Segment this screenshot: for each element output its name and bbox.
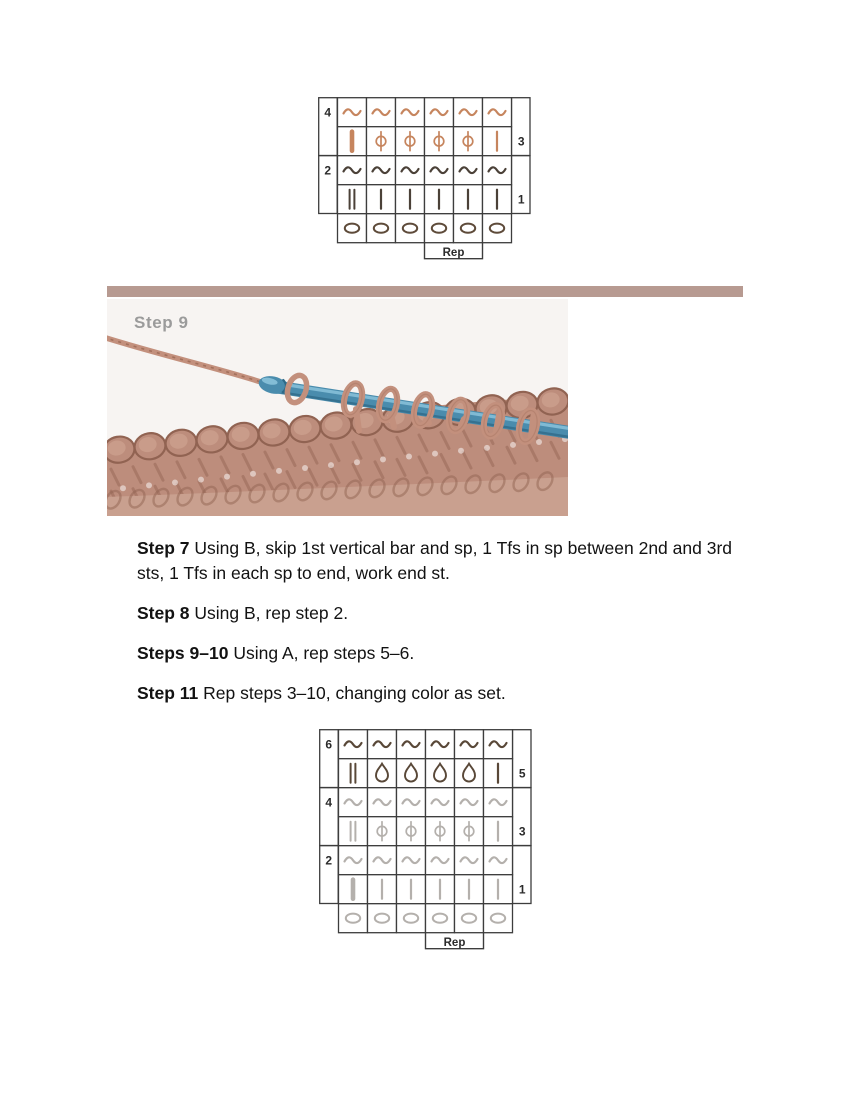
- step-paragraph: [137, 536, 737, 586]
- row-number-label: 3: [518, 824, 526, 839]
- instruction-steps: [137, 536, 737, 721]
- step-9-photo: [107, 299, 568, 516]
- step-paragraph: [137, 601, 737, 626]
- row-number-label: 5: [518, 766, 526, 781]
- step-paragraph: [137, 641, 737, 666]
- row-number-label: 1: [518, 882, 526, 897]
- step-text: Using A, rep steps 5–6.: [228, 643, 415, 663]
- photo-step-label: Step 9: [134, 313, 189, 332]
- row-number-label: 4: [324, 105, 332, 120]
- step-text: Using B, rep step 2.: [189, 603, 349, 623]
- row-number-label: 6: [325, 737, 333, 752]
- stitch-chart-rows-1-4-svg: [318, 97, 531, 262]
- row-number-label: 4: [325, 795, 333, 810]
- step-text: Using B, skip 1st vertical bar and sp, 1 Tfs in sp between 2nd and 3rd sts, 1 Tfs in each sp to end, work end st.: [137, 538, 733, 583]
- step-label: Step 7: [137, 538, 190, 558]
- section-divider-bar: [107, 286, 743, 297]
- step-label: Steps 9–10: [137, 643, 229, 663]
- stitch-chart-rows-1-6-svg: [319, 729, 532, 952]
- step-label: Step 11: [137, 683, 199, 703]
- rep-label: Rep: [442, 247, 465, 260]
- row-number-label: 3: [517, 134, 525, 149]
- stitch-chart-rows-1-6: [319, 729, 532, 957]
- row-number-label: 2: [324, 163, 332, 178]
- step-label: Step 8: [137, 603, 190, 623]
- stitch-chart-rows-1-4: [318, 97, 531, 267]
- row-number-label: 2: [325, 853, 333, 868]
- step-paragraph: [137, 681, 737, 706]
- row-number-label: 1: [517, 192, 525, 207]
- step-text: Rep steps 3–10, changing color as set.: [198, 683, 506, 703]
- rep-label: Rep: [443, 937, 466, 950]
